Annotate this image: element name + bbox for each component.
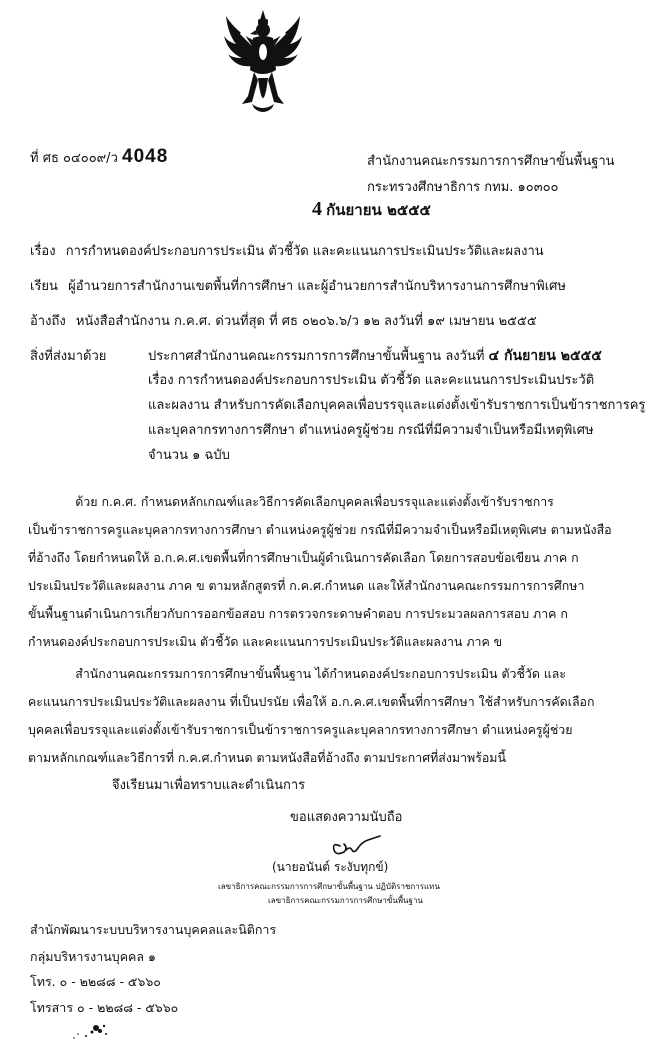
date-month-year: กันยายน ๒๕๕๕ — [326, 201, 431, 219]
garuda-emblem-icon — [222, 8, 304, 120]
scan-noise — [66, 1006, 114, 1042]
footer-group: กลุ่มบริหารงานบุคคล ๑ — [30, 949, 156, 964]
document-number-prefix: ที่ ศธ ๐๔๐๐๙/ว — [30, 151, 118, 166]
enclosure-line-4: และบุคลากรทางการศึกษา ตำแหน่งครูผู้ช่วย กรณีที่มีความจำเป็นหรือมีเหตุพิเศษ — [148, 423, 594, 438]
paragraph-1-line: ที่อ้างถึง โดยกำหนดให้ อ.ก.ค.ศ.เขตพื้นที่การศึกษาเป็นผู้ดำเนินการคัดเลือก โดยการสอบข้อเขียน ภาค ก — [28, 550, 579, 565]
signer-name: (นายอนันต์ ระงับทุกข์) — [272, 860, 389, 874]
recipient-text: ผู้อำนวยการสำนักงานเขตพื้นที่การศึกษา และผู้อำนวยการสำนักบริหารงานการศึกษาพิเศษ — [68, 279, 566, 294]
paragraph-2-line: สำนักงานคณะกรรมการการศึกษาขั้นพื้นฐาน ได้กำหนดองค์ประกอบการประเมิน ตัวชี้วัด และ — [28, 666, 567, 681]
document-date — [312, 198, 431, 222]
regards: ขอแสดงความนับถือ — [290, 810, 403, 825]
enclosure-title: ประกาศสำนักงานคณะกรรมการการศึกษาขั้นพื้นฐาน ลงวันที่ — [148, 349, 485, 364]
paragraph-1-line: ด้วย ก.ค.ศ. กำหนดหลักเกณฑ์และวิธีการคัดเลือกบุคคลเพื่อบรรจุและแต่งตั้งเข้ารับราชการ — [28, 494, 554, 509]
enclosure-label: สิ่งที่ส่งมาด้วย — [30, 349, 107, 364]
footer-fax: โทรสาร ๐ - ๒๒๘๘ - ๕๖๖๐ — [30, 1000, 179, 1015]
paragraph-2-line: ตามหลักเกณฑ์และวิธีการที่ ก.ค.ศ.กำหนด ตามหนังสือที่อ้างถึง ตามประกาศที่ส่งมาพร้อมนี้ — [28, 750, 506, 765]
date-day: 4 — [312, 198, 322, 220]
enclosure-line-2: เรื่อง การกำหนดองค์ประกอบการประเมิน ตัวชี้วัด และคะแนนการประเมินประวัติ — [148, 373, 595, 388]
footer-department: สำนักพัฒนาระบบบริหารงานบุคคลและนิติการ — [30, 922, 277, 937]
recipient-label: เรียน — [30, 279, 58, 294]
reference-line — [30, 310, 537, 331]
paragraph-2-line: คะแนนการประเมินประวัติและผลงาน ที่เป็นปรนัย เพื่อให้ อ.ก.ค.ศ.เขตพื้นที่การศึกษา ใช้สำหรับการคัดเลือก — [28, 694, 595, 709]
signer-title-2: เลขาธิการคณะกรรมการการศึกษาขั้นพื้นฐาน — [268, 896, 423, 905]
enclosure-date: ๔ กันยายน ๒๕๕๕ — [488, 348, 602, 364]
paragraph-2-line: บุคคลเพื่อบรรจุและแต่งตั้งเข้ารับราชการเป็นข้าราชการครูและบุคลากรทางการศึกษา ตำแหน่งครูผู้ช่วย — [28, 722, 573, 737]
subject-label: เรื่อง — [30, 244, 56, 259]
handwritten-signature-icon — [328, 832, 388, 860]
subject-text: การกำหนดองค์ประกอบการประเมิน ตัวชี้วัด และคะแนนการประเมินประวัติและผลงาน — [65, 244, 544, 259]
recipient-line — [30, 275, 566, 296]
enclosure-line-5: จำนวน ๑ ฉบับ — [148, 448, 230, 463]
body-paragraph-2 — [28, 660, 638, 772]
office-name: สำนักงานคณะกรรมการการศึกษาขั้นพื้นฐาน — [367, 154, 615, 169]
body-paragraph-1 — [28, 488, 638, 656]
ministry-address: กระทรวงศึกษาธิการ กทม. ๑๐๓๐๐ — [367, 180, 559, 195]
enclosure-line-3: และผลงาน สำหรับการคัดเลือกบุคคลเพื่อบรรจุและแต่งตั้งเข้ารับราชการเป็นข้าราชการครู — [148, 398, 646, 413]
paragraph-1-line: ขั้นพื้นฐานดำเนินการเกี่ยวกับการออกข้อสอบ การตรวจกระดาษคำตอบ การประมวลผลการสอบ ภาค ก — [28, 606, 568, 621]
closing-sentence: จึงเรียนมาเพื่อทราบและดำเนินการ — [112, 778, 306, 793]
document-number — [30, 146, 168, 168]
reference-text: หนังสือสำนักงาน ก.ค.ศ. ด่วนที่สุด ที่ ศธ ๐๒๐๖.๖/ว ๑๒ ลงวันที่ ๑๙ เมษายน ๒๕๕๕ — [75, 314, 537, 329]
signer-title-1: เลขาธิการคณะกรรมการการศึกษาขั้นพื้นฐาน ปฏิบัติราชการแทน — [218, 882, 440, 891]
footer-telephone: โทร. ๐ - ๒๒๘๘ - ๕๖๖๐ — [30, 974, 161, 989]
paragraph-1-line: ประเมินประวัติและผลงาน ภาค ข ตามหลักสูตรที่ ก.ค.ศ.กำหนด และให้สำนักงานคณะกรรมการการศึกษา — [28, 578, 585, 593]
paragraph-1-line: เป็นข้าราชการครูและบุคลากรทางการศึกษา ตำแหน่งครูผู้ช่วย กรณีที่มีความจำเป็นหรือมีเหตุพิเศษ ตามหนังสือ — [28, 522, 612, 537]
enclosure-line-1 — [148, 345, 602, 367]
document-number-handwritten: 4048 — [122, 146, 169, 167]
subject-line — [30, 240, 544, 261]
paragraph-1-line: กำหนดองค์ประกอบการประเมิน ตัวชี้วัด และคะแนนการประเมินประวัติและผลงาน ภาค ข — [28, 634, 503, 649]
reference-label: อ้างถึง — [30, 314, 66, 329]
